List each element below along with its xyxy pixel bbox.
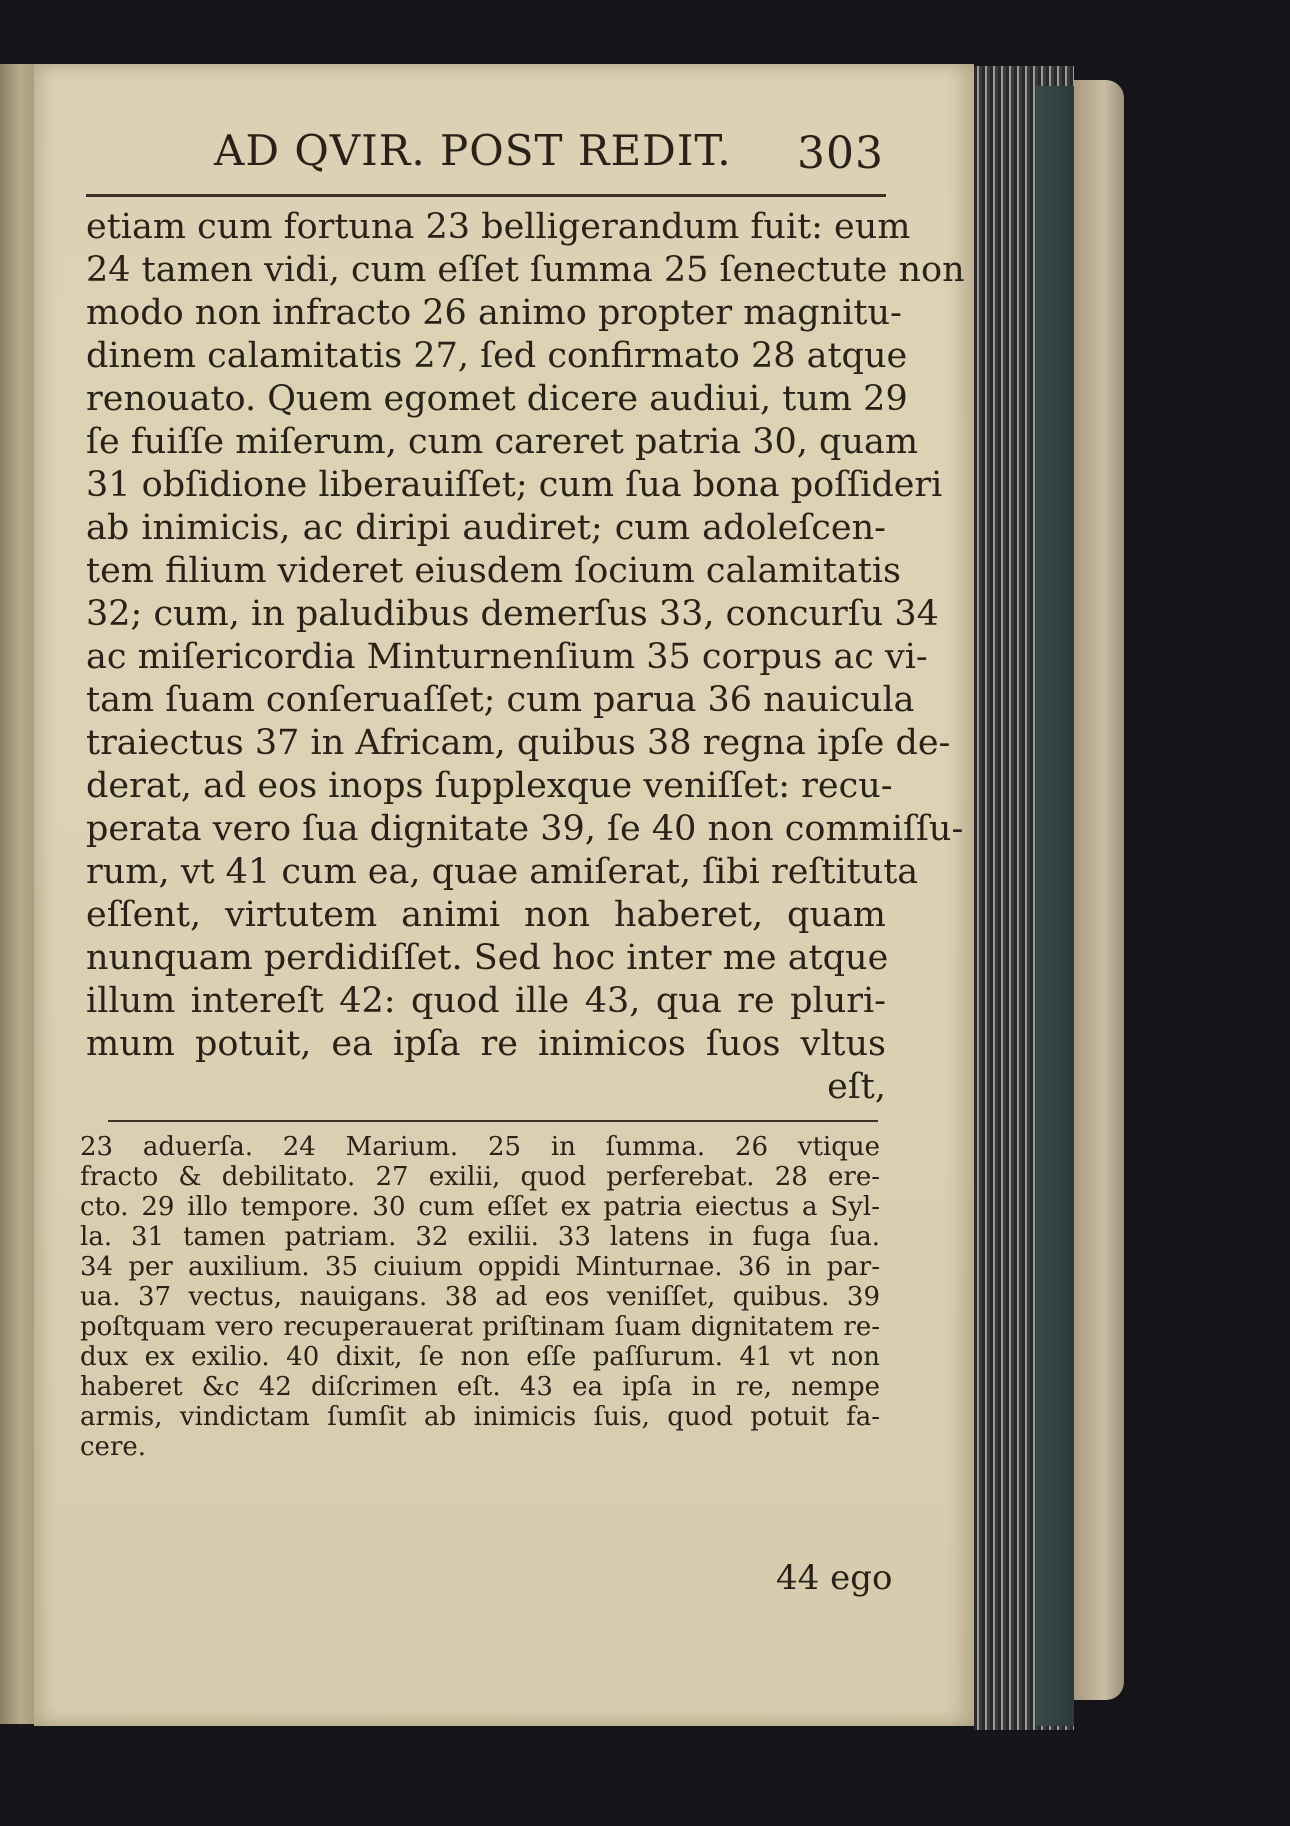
text-line: traiectus 37 in Africam, quibus 38 regna ipſe de- bbox=[86, 723, 951, 763]
footnote-rule bbox=[108, 1120, 878, 1122]
footnote-line: 23 aduerſa. 24 Marium. 25 in ſumma. 26 vtique bbox=[80, 1132, 880, 1162]
facing-page-edge bbox=[0, 64, 35, 1724]
text-line: tem filium videret eiusdem ſocium calamitatis bbox=[86, 551, 901, 591]
text-line: renouato. Quem egomet dicere audiui, tum 29 bbox=[86, 379, 908, 419]
footnote-line: ua. 37 vectus, nauigans. 38 ad eos veniſſet, quibus. 39 bbox=[80, 1282, 880, 1312]
text-line: dinem calamitatis 27, ſed confirmato 28 atque bbox=[86, 336, 908, 376]
footnote-line: armis, vindictam ſumſit ab inimicis ſuis, quod potuit fa- bbox=[80, 1402, 880, 1432]
text-line: rum, vt 41 cum ea, quae amiſerat, ſibi reſtituta bbox=[86, 852, 919, 892]
book-cover bbox=[1074, 80, 1124, 1700]
text-line: ab inimicis, ac diripi audiret; cum adoleſcen- bbox=[86, 508, 886, 548]
text-line: ſe fuiſſe miſerum, cum careret patria 30, quam bbox=[86, 422, 919, 462]
header-rule bbox=[86, 194, 886, 197]
text-line: etiam cum fortuna 23 belligerandum fuit: eum bbox=[86, 207, 911, 247]
text-line: illum intereſt 42: quod ille 43, qua re pluri- bbox=[86, 981, 886, 1021]
footnote-line: la. 31 tamen patriam. 32 exilii. 33 latens in fuga ſua. bbox=[80, 1222, 880, 1252]
text-line-last: eſt, bbox=[827, 1067, 886, 1107]
text-line: 32; cum, in paludibus demerſus 33, concurſu 34 bbox=[86, 594, 939, 634]
page-stack bbox=[974, 66, 1074, 1730]
footnote-line: dux ex exilio. 40 dixit, ſe non eſſe paſſurum. 41 vt non bbox=[80, 1342, 880, 1372]
running-head bbox=[214, 126, 954, 184]
text-line: 31 obſidione liberauiſſet; cum ſua bona poſſideri bbox=[86, 465, 943, 505]
footnote-line: 34 per auxilium. 35 ciuium oppidi Minturnae. 36 in par- bbox=[80, 1252, 880, 1282]
text-line: tam ſuam conſeruaſſet; cum parua 36 nauicula bbox=[86, 680, 915, 720]
footnote-line-last: cere. bbox=[80, 1432, 147, 1462]
footnote-line: poſtquam vero recuperauerat priſtinam ſuam dignitatem re- bbox=[80, 1312, 880, 1342]
footnote-line: cto. 29 illo tempore. 30 cum eſſet ex patria eiectus a Syl- bbox=[80, 1192, 880, 1222]
text-line: eſſent, virtutem animi non haberet, quam bbox=[86, 895, 886, 935]
book-block bbox=[1036, 86, 1074, 1726]
footnote-line: fracto & debilitato. 27 exilii, quod perferebat. 28 ere- bbox=[80, 1162, 880, 1192]
text-line: perata vero ſua dignitate 39, ſe 40 non commiſſu- bbox=[86, 809, 964, 849]
footnotes bbox=[80, 1132, 880, 1462]
main-text bbox=[86, 206, 965, 1109]
footnote-line: haberet &c 42 diſcrimen eſt. 43 ea ipſa in re, nempe bbox=[80, 1372, 880, 1402]
text-line: derat, ad eos inops ſupplexque veniſſet: recu- bbox=[86, 766, 893, 806]
text-line: mum potuit, ea ipſa re inimicos ſuos vltus bbox=[86, 1024, 886, 1064]
text-line: 24 tamen vidi, cum eſſet ſumma 25 ſenectute non bbox=[86, 250, 965, 290]
page-number: 303 bbox=[797, 128, 884, 179]
running-head-title: AD QVIR. POST REDIT. bbox=[214, 126, 732, 175]
text-line: modo non infracto 26 animo propter magnitu- bbox=[86, 293, 902, 333]
text-line: ac miſericordia Minturnenſium 35 corpus ac vi- bbox=[86, 637, 928, 677]
catchword: 44 ego bbox=[776, 1558, 893, 1598]
text-line: nunquam perdidiſſet. Sed hoc inter me atque bbox=[86, 938, 889, 978]
